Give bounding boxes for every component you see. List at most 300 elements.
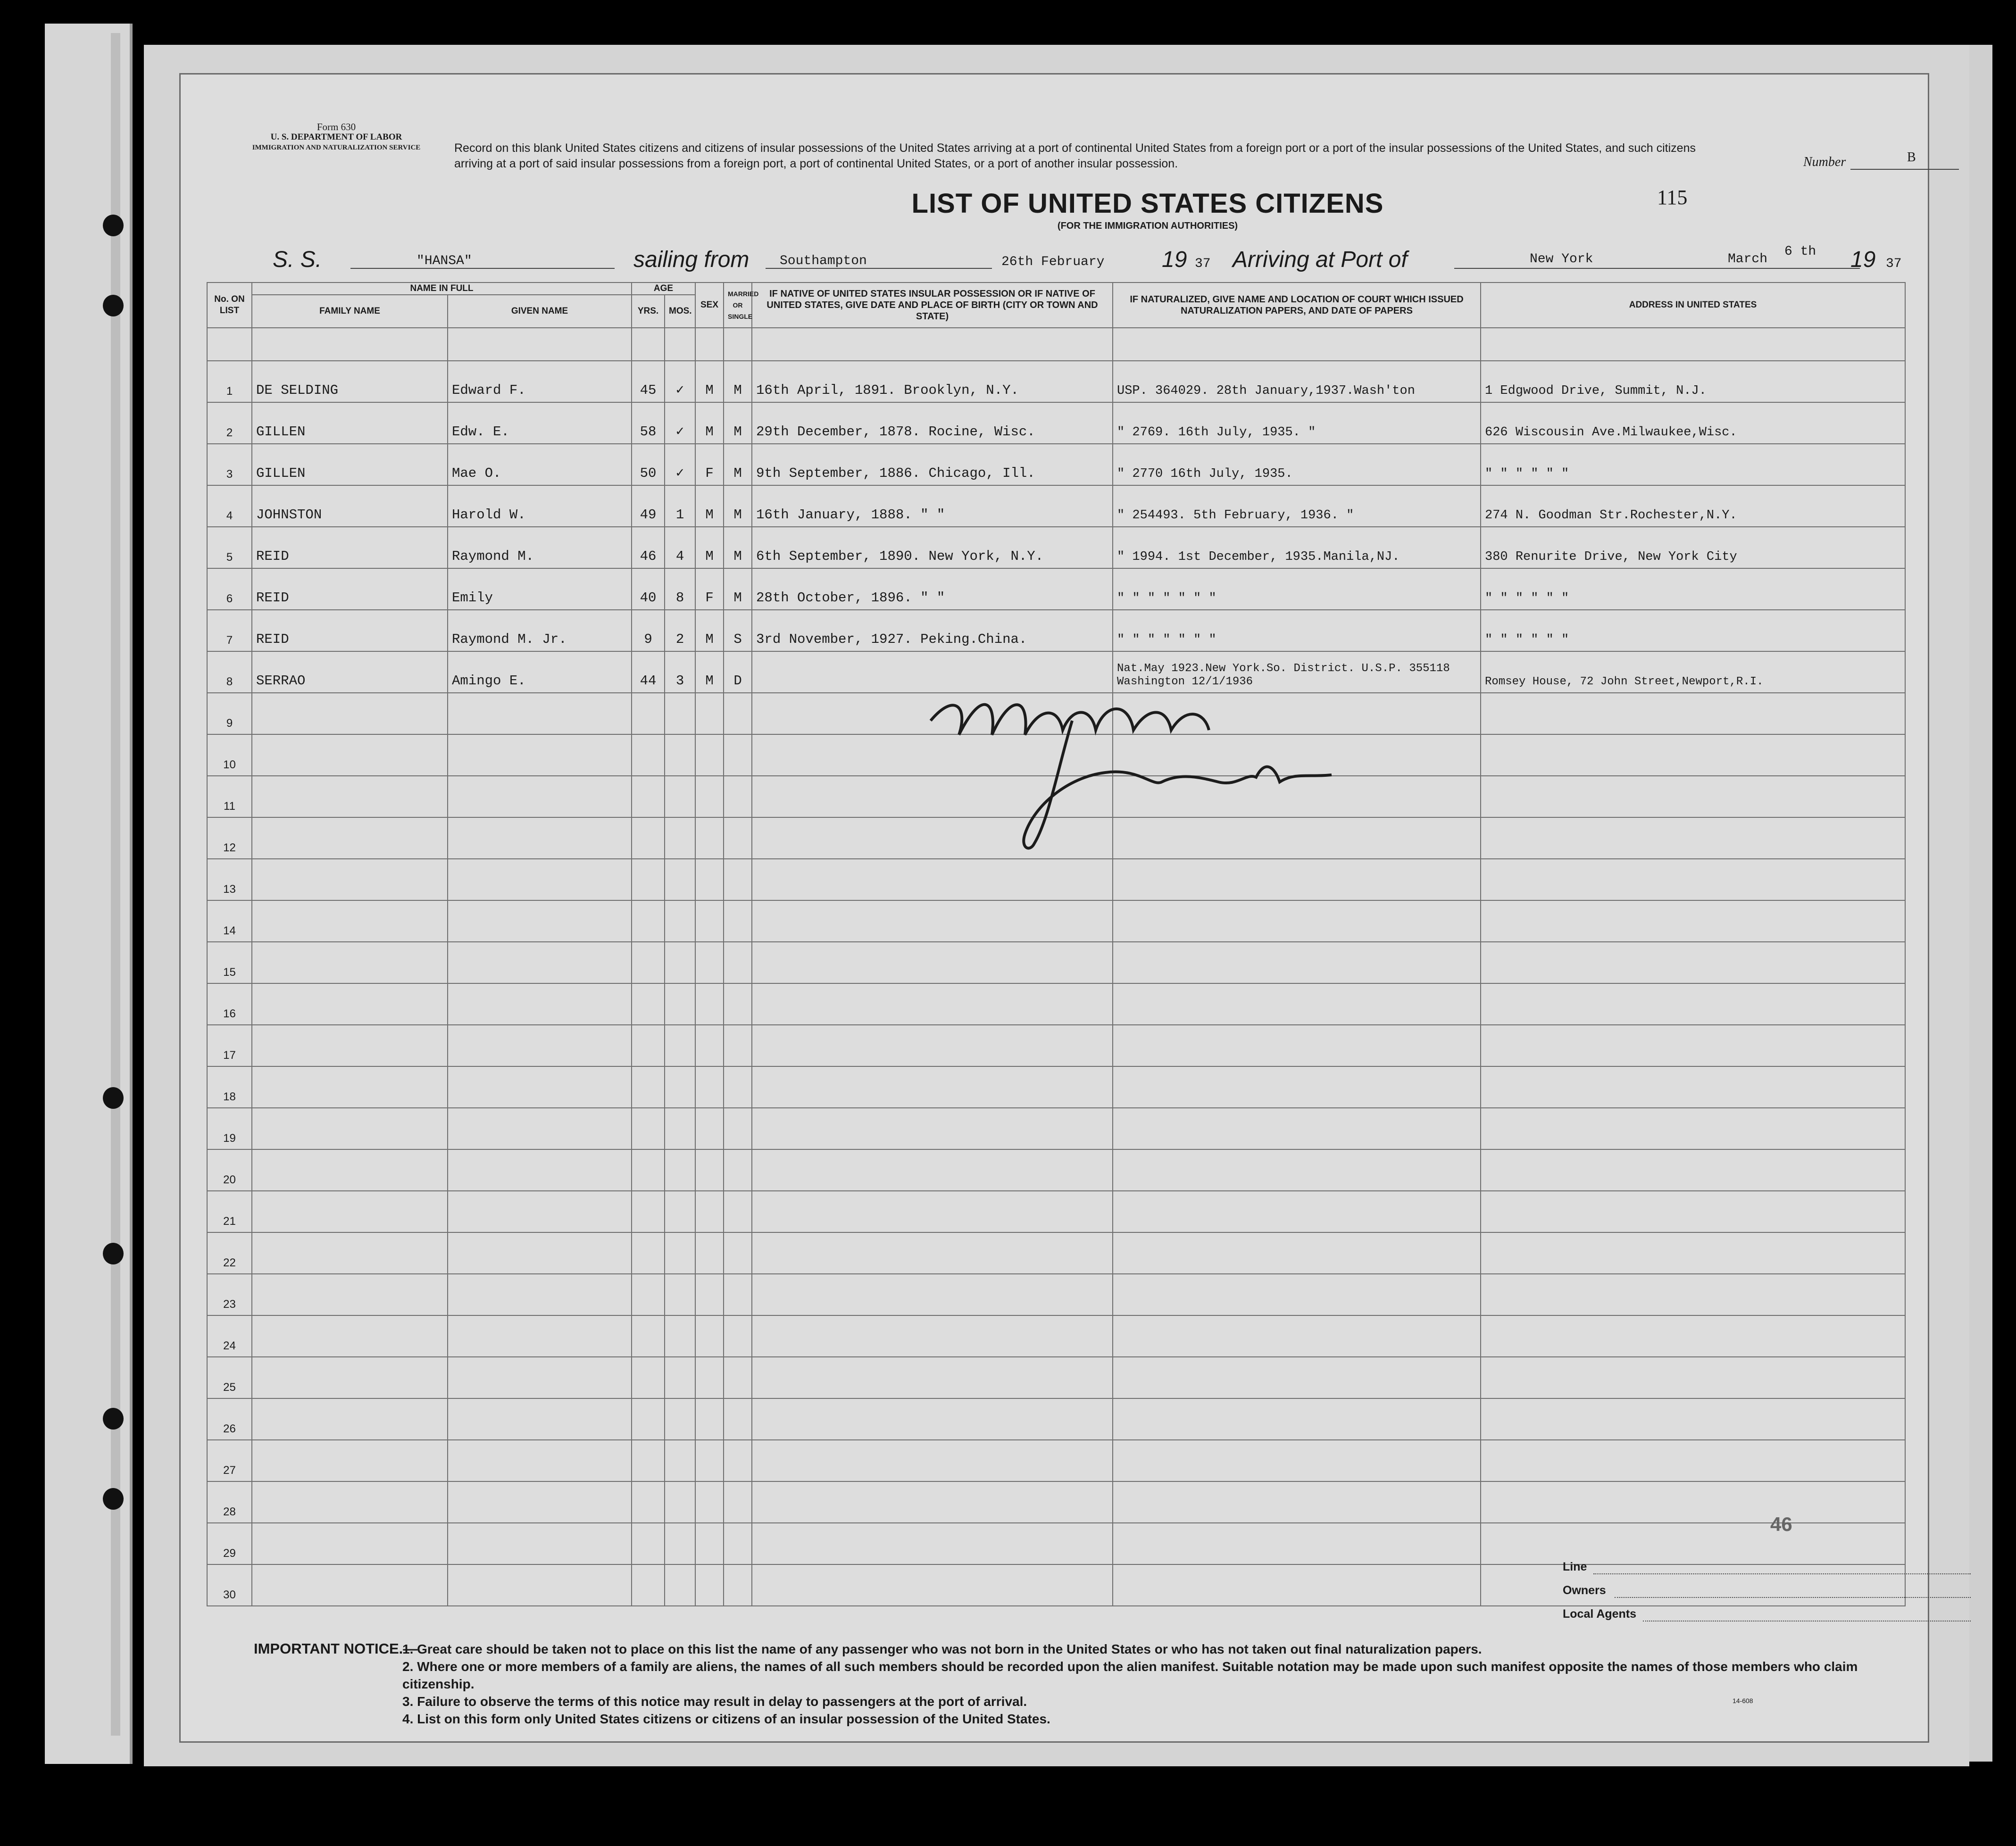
empty-cell <box>1113 1398 1481 1440</box>
col-given-name: GIVEN NAME <box>448 295 632 328</box>
empty-cell <box>1113 983 1481 1025</box>
empty-cell <box>632 693 665 734</box>
spacer-row <box>207 328 1905 361</box>
given-name: Emily <box>448 568 632 610</box>
empty-cell <box>752 1232 1113 1274</box>
empty-cell <box>665 1149 695 1191</box>
row-number: 8 <box>207 651 252 693</box>
naturalization-info: USP. 364029. 28th January,1937.Wash'ton <box>1113 361 1481 402</box>
empty-cell <box>448 1398 632 1440</box>
arriving-label: Arriving at Port of <box>1233 247 1408 272</box>
naturalization-info: " 1994. 1st December, 1935.Manila,NJ. <box>1113 527 1481 568</box>
notice-item: 2. Where one or more members of a family are aliens, the names of all such members should be recorded upon the alien manifest. Suitable notation may be made upon such manifest opposite the names of those members who claim citizenship. <box>402 1659 1858 1691</box>
empty-cell <box>724 1066 752 1108</box>
row-number: 26 <box>207 1398 252 1440</box>
age-months: 8 <box>665 568 695 610</box>
row-number: 17 <box>207 1025 252 1066</box>
empty-cell <box>695 1523 724 1564</box>
given-name: Mae O. <box>448 444 632 485</box>
sailing-label: sailing from <box>633 247 750 272</box>
page-subtitle: (FOR THE IMMIGRATION AUTHORITIES) <box>1057 221 1238 231</box>
empty-table-row <box>207 983 1905 1025</box>
punch-hole <box>103 1408 124 1430</box>
empty-cell <box>1113 1274 1481 1315</box>
age-years: 44 <box>632 651 665 693</box>
empty-cell <box>724 1523 752 1564</box>
empty-cell <box>632 1191 665 1232</box>
empty-cell <box>724 1440 752 1481</box>
empty-cell <box>695 1066 724 1108</box>
ship-underline <box>350 268 615 269</box>
row-number: 11 <box>207 776 252 817</box>
empty-cell <box>1481 1108 1905 1149</box>
col-name-in-full: NAME IN FULL <box>252 283 632 295</box>
age-months: ✓ <box>665 444 695 485</box>
empty-cell <box>252 1191 448 1232</box>
empty-cell <box>695 1481 724 1523</box>
empty-cell <box>632 817 665 859</box>
empty-cell <box>252 1274 448 1315</box>
empty-cell <box>1113 1357 1481 1398</box>
empty-cell <box>632 1357 665 1398</box>
age-years: 46 <box>632 527 665 568</box>
empty-cell <box>632 734 665 776</box>
row-number: 23 <box>207 1274 252 1315</box>
print-code: 14-608 <box>1733 1697 1753 1705</box>
empty-cell <box>665 1315 695 1357</box>
empty-cell <box>1481 859 1905 900</box>
from-port: Southampton <box>780 254 867 268</box>
row-number: 28 <box>207 1481 252 1523</box>
empty-cell <box>724 1274 752 1315</box>
instruction-text: Record on this blank United States citizens and citizens of insular possessions of the United States arriving at a port of continental United States from a foreign port or a port of the insular possessions of the United States, and such citizens arriving at a port of said insular possessions from a foreign port, a port of continental United States, or a port of another insular possession. <box>454 141 1696 170</box>
empty-cell <box>632 1232 665 1274</box>
empty-cell <box>1481 1232 1905 1274</box>
notice-item: 1. Great care should be taken not to place on this list the name of any passenger who was not born in the United States or who has not taken out final naturalization papers. <box>402 1642 1482 1656</box>
empty-cell <box>252 693 448 734</box>
col-mos: MOS. <box>665 295 695 328</box>
empty-cell <box>1481 1564 1905 1606</box>
empty-cell <box>252 1481 448 1523</box>
empty-table-row <box>207 1274 1905 1315</box>
empty-cell <box>665 1025 695 1066</box>
row-number: 21 <box>207 1191 252 1232</box>
empty-cell <box>448 776 632 817</box>
given-name: Raymond M. Jr. <box>448 610 632 651</box>
empty-cell <box>695 900 724 942</box>
sex: M <box>695 361 724 402</box>
empty-cell <box>632 1523 665 1564</box>
naturalization-info: " 2769. 16th July, 1935. " <box>1113 402 1481 444</box>
marital-status: S <box>724 610 752 651</box>
family-name: SERRAO <box>252 651 448 693</box>
row-number: 13 <box>207 859 252 900</box>
empty-cell <box>752 1149 1113 1191</box>
empty-cell <box>695 693 724 734</box>
page-number: 115 <box>1657 186 1688 209</box>
empty-cell <box>724 734 752 776</box>
col-age: AGE <box>632 283 695 295</box>
table-row <box>207 527 1905 568</box>
ss-label: S. S. <box>273 247 322 272</box>
empty-cell <box>724 900 752 942</box>
given-name: Edw. E. <box>448 402 632 444</box>
empty-cell <box>1113 1564 1481 1606</box>
empty-cell <box>695 776 724 817</box>
naturalization-info: " 254493. 5th February, 1936. " <box>1113 485 1481 527</box>
empty-cell <box>252 817 448 859</box>
empty-cell <box>1113 1025 1481 1066</box>
arrival-underline <box>1454 268 1860 269</box>
empty-cell <box>665 734 695 776</box>
naturalization-info: " 2770 16th July, 1935. <box>1113 444 1481 485</box>
row-number: 3 <box>207 444 252 485</box>
binder-fold <box>111 33 120 1736</box>
marital-status: D <box>724 651 752 693</box>
empty-cell <box>632 1398 665 1440</box>
empty-cell <box>632 1315 665 1357</box>
empty-cell <box>695 1398 724 1440</box>
empty-cell <box>252 1564 448 1606</box>
empty-cell <box>724 1315 752 1357</box>
age-months: ✓ <box>665 402 695 444</box>
age-years: 58 <box>632 402 665 444</box>
dep-year-prefix: 19 <box>1162 247 1187 272</box>
empty-cell <box>632 859 665 900</box>
naturalization-info: Nat.May 1923.New York.So. District. U.S.P. 355118 Washington 12/1/1936 <box>1113 651 1481 693</box>
empty-cell <box>252 859 448 900</box>
empty-table-row <box>207 1315 1905 1357</box>
empty-table-row <box>207 1232 1905 1274</box>
dep-year: 37 <box>1195 257 1211 271</box>
age-years: 9 <box>632 610 665 651</box>
row-number: 15 <box>207 942 252 983</box>
empty-cell <box>1481 900 1905 942</box>
empty-cell <box>448 1191 632 1232</box>
sex: F <box>695 444 724 485</box>
empty-cell <box>724 1025 752 1066</box>
row-number: 12 <box>207 817 252 859</box>
age-years: 45 <box>632 361 665 402</box>
service-name: IMMIGRATION AND NATURALIZATION SERVICE <box>252 144 421 151</box>
arrival-date: March <box>1728 252 1768 266</box>
empty-cell <box>448 900 632 942</box>
empty-cell <box>695 817 724 859</box>
empty-cell <box>1481 693 1905 734</box>
empty-cell <box>252 1523 448 1564</box>
empty-cell <box>448 693 632 734</box>
empty-cell <box>752 1564 1113 1606</box>
empty-cell <box>448 1564 632 1606</box>
empty-cell <box>1113 1066 1481 1108</box>
empty-cell <box>252 776 448 817</box>
empty-cell <box>665 900 695 942</box>
empty-cell <box>448 1066 632 1108</box>
empty-cell <box>1481 1149 1905 1191</box>
empty-table-row <box>207 1066 1905 1108</box>
empty-cell <box>752 1357 1113 1398</box>
row-number: 16 <box>207 983 252 1025</box>
us-address: 1 Edgwood Drive, Summit, N.J. <box>1481 361 1905 402</box>
sex: M <box>695 527 724 568</box>
sex: M <box>695 485 724 527</box>
form-number: Form 630 <box>317 121 356 133</box>
empty-cell <box>252 1398 448 1440</box>
footer-agents-label: Local Agents <box>1563 1607 1637 1621</box>
empty-cell <box>448 1315 632 1357</box>
empty-cell <box>1481 1440 1905 1481</box>
us-address: " " " " " " <box>1481 610 1905 651</box>
empty-cell <box>1481 942 1905 983</box>
empty-cell <box>724 1149 752 1191</box>
empty-cell <box>724 983 752 1025</box>
empty-cell <box>695 1232 724 1274</box>
col-no: No. ON LIST <box>207 283 252 328</box>
empty-cell <box>1113 900 1481 942</box>
arr-year: 37 <box>1886 257 1902 271</box>
empty-cell <box>1481 734 1905 776</box>
empty-cell <box>252 1357 448 1398</box>
col-family-name: FAMILY NAME <box>252 295 448 328</box>
empty-cell <box>752 1066 1113 1108</box>
notice-item: 3. Failure to observe the terms of this notice may result in delay to passengers at the port of arrival. <box>402 1694 1027 1709</box>
marital-status: M <box>724 485 752 527</box>
empty-cell <box>724 1357 752 1398</box>
empty-cell <box>448 1481 632 1523</box>
family-name: GILLEN <box>252 444 448 485</box>
marital-status: M <box>724 402 752 444</box>
arr-year-prefix: 19 <box>1850 247 1876 272</box>
punch-hole <box>103 215 124 236</box>
us-address: 274 N. Goodman Str.Rochester,N.Y. <box>1481 485 1905 527</box>
empty-cell <box>1481 776 1905 817</box>
us-address: " " " " " " <box>1481 444 1905 485</box>
marital-status: M <box>724 361 752 402</box>
empty-cell <box>665 1398 695 1440</box>
row-number: 19 <box>207 1108 252 1149</box>
sex: F <box>695 568 724 610</box>
row-number: 24 <box>207 1315 252 1357</box>
empty-table-row <box>207 1398 1905 1440</box>
given-name: Harold W. <box>448 485 632 527</box>
row-number: 2 <box>207 402 252 444</box>
birth-info: 28th October, 1896. " " <box>752 568 1113 610</box>
empty-table-row <box>207 1025 1905 1066</box>
empty-cell <box>632 776 665 817</box>
empty-cell <box>448 734 632 776</box>
empty-cell <box>695 1564 724 1606</box>
empty-cell <box>695 1440 724 1481</box>
row-number: 30 <box>207 1564 252 1606</box>
row-number: 22 <box>207 1232 252 1274</box>
empty-cell <box>724 859 752 900</box>
notice-list <box>402 1640 1931 1728</box>
empty-cell <box>695 1025 724 1066</box>
empty-cell <box>752 1481 1113 1523</box>
empty-table-row <box>207 942 1905 983</box>
marital-status: M <box>724 527 752 568</box>
empty-cell <box>252 900 448 942</box>
empty-cell <box>724 1398 752 1440</box>
empty-cell <box>665 1108 695 1149</box>
empty-cell <box>448 1108 632 1149</box>
row-number: 10 <box>207 734 252 776</box>
empty-cell <box>632 1481 665 1523</box>
age-years: 49 <box>632 485 665 527</box>
empty-cell <box>632 1108 665 1149</box>
empty-cell <box>1113 1315 1481 1357</box>
empty-cell <box>632 942 665 983</box>
empty-table-row <box>207 1357 1905 1398</box>
stamp-number: 46 <box>1770 1513 1792 1535</box>
empty-table-row <box>207 1108 1905 1149</box>
empty-cell <box>1113 1440 1481 1481</box>
empty-table-row <box>207 859 1905 900</box>
empty-cell <box>1113 1191 1481 1232</box>
col-yrs: YRS. <box>632 295 665 328</box>
family-name: REID <box>252 610 448 651</box>
empty-cell <box>448 983 632 1025</box>
empty-table-row <box>207 1523 1905 1564</box>
age-months: 1 <box>665 485 695 527</box>
marital-status: M <box>724 568 752 610</box>
naturalization-info: " " " " " " " <box>1113 610 1481 651</box>
row-number: 20 <box>207 1149 252 1191</box>
empty-cell <box>665 1481 695 1523</box>
empty-cell <box>448 1025 632 1066</box>
ship-name: "HANSA" <box>417 254 472 268</box>
row-number: 18 <box>207 1066 252 1108</box>
empty-cell <box>724 1191 752 1232</box>
row-number: 6 <box>207 568 252 610</box>
naturalization-info: " " " " " " " <box>1113 568 1481 610</box>
row-number: 4 <box>207 485 252 527</box>
empty-table-row <box>207 1481 1905 1523</box>
empty-cell <box>1481 1523 1905 1564</box>
us-address: Romsey House, 72 John Street,Newport,R.I. <box>1481 651 1905 693</box>
form-border <box>179 73 1929 1743</box>
empty-cell <box>665 1232 695 1274</box>
empty-cell <box>252 1440 448 1481</box>
row-number: 25 <box>207 1357 252 1398</box>
empty-cell <box>1113 859 1481 900</box>
age-months: ✓ <box>665 361 695 402</box>
number-value: B <box>1907 150 1916 165</box>
punch-hole <box>103 1243 124 1264</box>
row-number: 1 <box>207 361 252 402</box>
age-months: 2 <box>665 610 695 651</box>
empty-cell <box>1481 1274 1905 1315</box>
empty-cell <box>632 983 665 1025</box>
empty-cell <box>695 1149 724 1191</box>
us-address: " " " " " " <box>1481 568 1905 610</box>
footer-line-label: Line <box>1563 1560 1587 1573</box>
empty-cell <box>665 1564 695 1606</box>
family-name: JOHNSTON <box>252 485 448 527</box>
empty-cell <box>448 942 632 983</box>
punch-hole <box>103 295 124 316</box>
table-row <box>207 610 1905 651</box>
department-name: U. S. DEPARTMENT OF LABOR <box>270 132 402 142</box>
empty-cell <box>724 1564 752 1606</box>
header-row <box>207 283 1905 295</box>
age-years: 40 <box>632 568 665 610</box>
arrival-port: New York <box>1530 252 1593 266</box>
empty-cell <box>1481 983 1905 1025</box>
marital-status: M <box>724 444 752 485</box>
col-sex: SEX <box>695 283 724 328</box>
col-birth: IF NATIVE OF UNITED STATES INSULAR POSSESSION OR IF NATIVE OF UNITED STATES, GIVE DATE AND PLACE OF BIRTH (CITY OR TOWN AND STATE) <box>752 283 1113 328</box>
us-address: 626 Wiscousin Ave.Milwaukee,Wisc. <box>1481 402 1905 444</box>
sex: M <box>695 651 724 693</box>
footer-line-underline <box>1593 1573 1971 1574</box>
empty-cell <box>448 1523 632 1564</box>
empty-cell <box>252 1315 448 1357</box>
empty-cell <box>1481 1357 1905 1398</box>
empty-cell <box>695 1191 724 1232</box>
empty-cell <box>665 1440 695 1481</box>
empty-cell <box>665 1357 695 1398</box>
row-number: 5 <box>207 527 252 568</box>
col-married: MARRIED OR SINGLE <box>724 283 752 328</box>
col-address: ADDRESS IN UNITED STATES <box>1481 283 1905 328</box>
empty-table-row <box>207 1191 1905 1232</box>
empty-cell <box>632 900 665 942</box>
birth-info: 9th September, 1886. Chicago, Ill. <box>752 444 1113 485</box>
birth-info: 6th September, 1890. New York, N.Y. <box>752 527 1113 568</box>
footer-owners-label: Owners <box>1563 1584 1606 1597</box>
empty-cell <box>695 1108 724 1149</box>
empty-cell <box>665 693 695 734</box>
empty-cell <box>632 1440 665 1481</box>
empty-cell <box>1113 1481 1481 1523</box>
empty-cell <box>1481 1315 1905 1357</box>
given-name: Edward F. <box>448 361 632 402</box>
empty-cell <box>252 1108 448 1149</box>
empty-cell <box>665 859 695 900</box>
form-id-block <box>237 122 435 153</box>
notice-item: 4. List on this form only United States citizens or citizens of an insular possession of the United States. <box>402 1712 1050 1726</box>
empty-cell <box>752 1274 1113 1315</box>
empty-cell <box>695 734 724 776</box>
arrival-day: 6 th <box>1784 244 1816 259</box>
empty-cell <box>632 1564 665 1606</box>
empty-cell <box>448 859 632 900</box>
empty-cell <box>752 1440 1113 1481</box>
empty-cell <box>752 983 1113 1025</box>
empty-cell <box>448 1149 632 1191</box>
empty-cell <box>665 1066 695 1108</box>
empty-cell <box>695 859 724 900</box>
empty-cell <box>752 900 1113 942</box>
empty-cell <box>752 1398 1113 1440</box>
empty-cell <box>252 1025 448 1066</box>
age-years: 50 <box>632 444 665 485</box>
empty-cell <box>1481 1066 1905 1108</box>
empty-cell <box>752 1108 1113 1149</box>
empty-cell <box>1481 1398 1905 1440</box>
notice-title: IMPORTANT NOTICE.— <box>254 1640 418 1657</box>
empty-cell <box>665 983 695 1025</box>
number-underline <box>1850 169 1959 170</box>
birth-info: 3rd November, 1927. Peking.China. <box>752 610 1113 651</box>
punch-hole <box>103 1488 124 1510</box>
empty-cell <box>632 1274 665 1315</box>
empty-cell <box>695 942 724 983</box>
empty-table-row <box>207 1149 1905 1191</box>
family-name: REID <box>252 527 448 568</box>
footer-owners-underline <box>1615 1597 1971 1598</box>
